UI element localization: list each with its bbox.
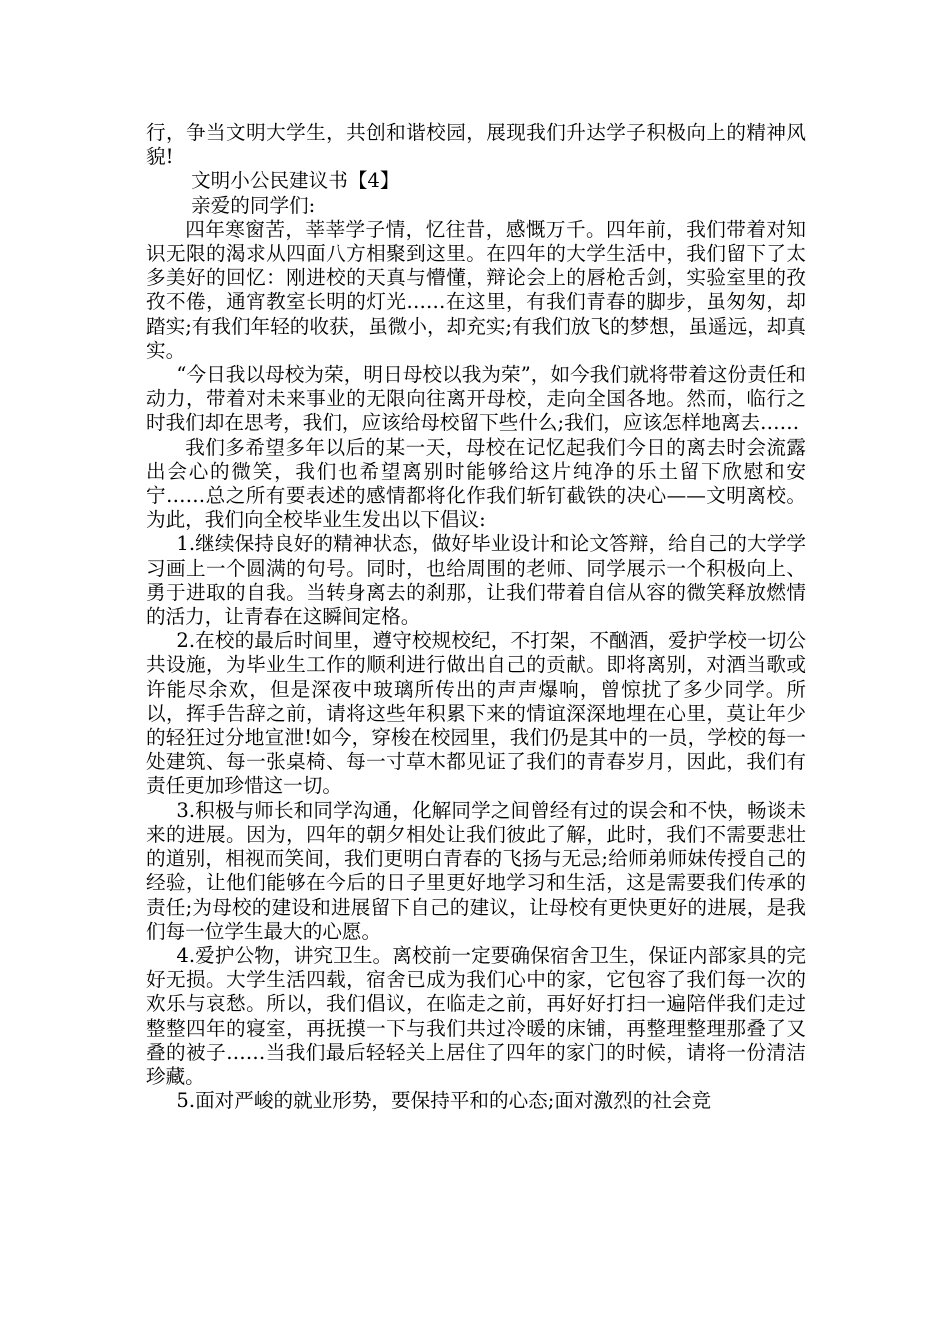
list-item-3: 3.积极与师长和同学沟通，化解同学之间曾经有过的误会和不快，畅谈未来的进展。因为，四年的朝夕相处让我们彼此了解，此时，我们不需要悲壮的道别，相视而笑间，我们更明白青春的飞扬与无忌;给师弟师妹传授自己的经验，让他们能够在今后的日子里更好地学习和生活，这是需要我们传承的责任;为母校的建设和进展留下自己的建议，让母校有更快更好的进展，是我们每一位学生最大的心愿。 bbox=[146, 798, 806, 943]
paragraph: 我们多希望多年以后的某一天，母校在记忆起我们今日的离去时会流露出会心的微笑，我们也希望离别时能够给这片纯净的乐土留下欣慰和安宁……总之所有要表述的感情都将化作我们斩钉截铁的决心——文明离校。为此，我们向全校毕业生发出以下倡议: bbox=[146, 435, 806, 532]
paragraph: “今日我以母校为荣，明日母校以我为荣”，如今我们就将带着这份责任和动力，带着对未来事业的无限向往离开母校，走向全国各地。然而，临行之时我们却在思考，我们，应该给母校留下些什么;我们，应该怎样地离去…… bbox=[146, 363, 806, 435]
salutation: 亲爱的同学们: bbox=[191, 193, 316, 217]
paragraph-continuation: 行，争当文明大学生，共创和谐校园，展现我们升达学子积极向上的精神风貌! bbox=[146, 121, 806, 169]
list-item-5: 5.面对严峻的就业形势，要保持平和的心态;面对激烈的社会竞 bbox=[176, 1089, 712, 1113]
list-item-1: 1.继续保持良好的精神状态，做好毕业设计和论文答辩，给自己的大学学习画上一个圆满的句号。同时，也给周围的老师、同学展示一个积极向上、勇于进取的自我。当转身离去的刹那，让我们带着自信从容的微笑释放燃情的活力，让青春在这瞬间定格。 bbox=[146, 532, 806, 629]
document-body bbox=[146, 121, 806, 1113]
list-item-4: 4.爱护公物，讲究卫生。离校前一定要确保宿舍卫生，保证内部家具的完好无损。大学生活四载，宿舍已成为我们心中的家，它包容了我们每一次的欢乐与哀愁。所以，我们倡议，在临走之前，再好好打扫一遍陪伴我们走过整整四年的寝室，再抚摸一下与我们共过冷暖的床铺，再整理整理那叠了又叠的被子……当我们最后轻轻关上居住了四年的家门的时候，请将一份清洁珍藏。 bbox=[146, 943, 806, 1088]
list-item-2: 2.在校的最后时间里，遵守校规校纪，不打架，不酗酒，爱护学校一切公共设施，为毕业生工作的顺利进行做出自己的贡献。即将离别，对酒当歌或许能尽余欢，但是深夜中玻璃所传出的声声爆响，曾惊扰了多少同学。所以，挥手告辞之前，请将这些年积累下来的情谊深深地埋在心里，莫让年少的轻狂过分地宣泄!如今，穿梭在校园里，我们仍是其中的一员，学校的每一处建筑、每一张桌椅、每一寸草木都见证了我们的青春岁月，因此，我们有责任更加珍惜这一切。 bbox=[146, 629, 806, 798]
section-heading: 文明小公民建议书【4】 bbox=[191, 169, 400, 193]
paragraph: 四年寒窗苦，莘莘学子情，忆往昔，感慨万千。四年前，我们带着对知识无限的渴求从四面八方相聚到这里。在四年的大学生活中，我们留下了太多美好的回忆：刚进校的天真与懵懂，辩论会上的唇枪舌剑，实验室里的孜孜不倦，通宵教室长明的灯光……在这里，有我们青春的脚步，虽匆匆，却踏实;有我们年轻的收获，虽微小，却充实;有我们放飞的梦想，虽遥远，却真实。 bbox=[146, 217, 806, 362]
